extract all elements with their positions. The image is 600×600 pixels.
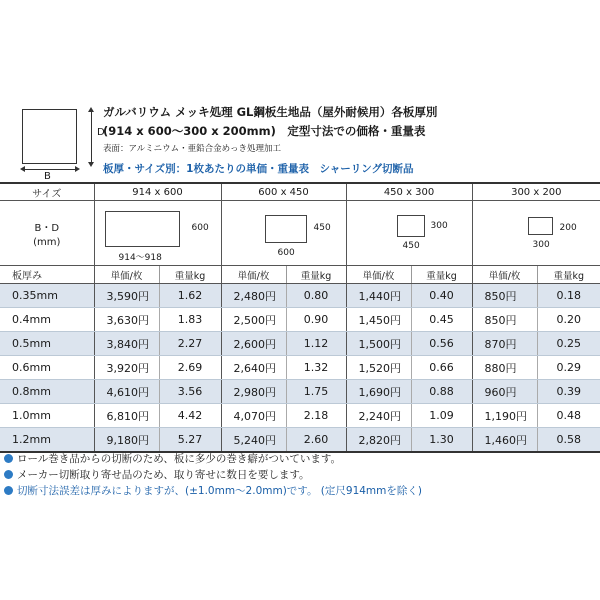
note-item	[4, 466, 422, 482]
weight-cell: 0.88	[411, 380, 472, 404]
price-cell: 5,240円	[221, 428, 286, 453]
weight-header: 重量kg	[286, 266, 346, 284]
price-cell: 1,460円	[472, 428, 537, 453]
price-cell: 880円	[472, 356, 537, 380]
weight-cell: 1.75	[286, 380, 346, 404]
arrow-up-icon	[88, 107, 94, 112]
bd-cell-450x300	[346, 201, 472, 266]
bd-label-cell	[0, 201, 94, 266]
price-cell: 1,690円	[346, 380, 411, 404]
weight-cell: 0.66	[411, 356, 472, 380]
price-cell: 1,440円	[346, 284, 411, 308]
weight-cell: 0.48	[537, 404, 600, 428]
thickness-cell: 0.8mm	[0, 380, 94, 404]
weight-cell: 0.18	[537, 284, 600, 308]
thickness-cell: 1.2mm	[0, 428, 94, 453]
bd-cell-600x450	[221, 201, 346, 266]
b-dimension-line	[22, 169, 77, 170]
weight-cell: 0.40	[411, 284, 472, 308]
weight-cell: 0.39	[537, 380, 600, 404]
price-cell: 2,820円	[346, 428, 411, 453]
price-cell: 1,500円	[346, 332, 411, 356]
note-text: 切断寸法誤差は厚みによりますが、(±1.0mm〜2.0mm)です。 (定尺914mmを除く)	[17, 484, 422, 497]
b-value-914x600: 914〜918	[118, 253, 162, 263]
arrow-down-icon	[88, 162, 94, 167]
thickness-header: 板厚み	[0, 266, 94, 284]
table-row	[0, 332, 600, 356]
size-box-300x200	[528, 217, 553, 235]
table-body	[0, 284, 600, 453]
b-value-450x300: 450	[402, 241, 420, 251]
bd-cell-914x600	[94, 201, 221, 266]
price-cell: 2,600円	[221, 332, 286, 356]
bullet-icon	[4, 486, 13, 495]
weight-cell: 0.25	[537, 332, 600, 356]
size-300x200: 300 x 200	[472, 183, 600, 201]
note-item	[4, 450, 422, 466]
price-cell: 870円	[472, 332, 537, 356]
size-label: サイズ	[0, 183, 94, 201]
weight-header: 重量kg	[411, 266, 472, 284]
note-item	[4, 482, 422, 498]
thickness-cell: 1.0mm	[0, 404, 94, 428]
price-cell: 960円	[472, 380, 537, 404]
price-cell: 1,450円	[346, 308, 411, 332]
note-text: メーカー切断取り寄せ品のため、取り寄せに数日を要します。	[17, 468, 310, 481]
price-cell: 850円	[472, 308, 537, 332]
weight-cell: 4.42	[159, 404, 221, 428]
size-600x450: 600 x 450	[221, 183, 346, 201]
thickness-cell: 0.35mm	[0, 284, 94, 308]
bd-cell-300x200	[472, 201, 600, 266]
price-cell: 3,590円	[94, 284, 159, 308]
bullet-icon	[4, 470, 13, 479]
weight-cell: 2.69	[159, 356, 221, 380]
bd-unit: (mm)	[33, 236, 61, 248]
weight-cell: 0.58	[537, 428, 600, 453]
price-cell: 2,480円	[221, 284, 286, 308]
price-cell: 3,840円	[94, 332, 159, 356]
dimension-diagram	[20, 107, 105, 182]
bd-diagram-row	[0, 201, 600, 266]
price-cell: 9,180円	[94, 428, 159, 453]
column-header-row	[0, 266, 600, 284]
b-value-600x450: 600	[277, 248, 295, 258]
table-row	[0, 308, 600, 332]
weight-cell: 2.18	[286, 404, 346, 428]
weight-cell: 0.80	[286, 284, 346, 308]
d-label: D	[97, 127, 105, 138]
thickness-cell: 0.5mm	[0, 332, 94, 356]
table-row	[0, 380, 600, 404]
b-label: B	[44, 171, 51, 182]
d-value-300x200: 200	[559, 223, 577, 233]
table-row	[0, 404, 600, 428]
weight-header: 重量kg	[159, 266, 221, 284]
size-box-914x600	[105, 211, 180, 247]
arrow-left-icon	[20, 166, 25, 172]
notes-list	[4, 450, 422, 498]
bd-label: B・D	[34, 222, 60, 234]
plate-square	[22, 109, 77, 164]
price-cell: 4,070円	[221, 404, 286, 428]
weight-cell: 5.27	[159, 428, 221, 453]
price-cell: 6,810円	[94, 404, 159, 428]
weight-cell: 0.90	[286, 308, 346, 332]
table-caption: 板厚・サイズ別：1枚あたりの単価・重量表 シャーリング切断品	[103, 163, 414, 175]
weight-cell: 3.56	[159, 380, 221, 404]
weight-cell: 0.56	[411, 332, 472, 356]
bullet-icon	[4, 454, 13, 463]
table-row	[0, 284, 600, 308]
d-dimension-line	[91, 109, 92, 164]
weight-cell: 0.29	[537, 356, 600, 380]
weight-header: 重量kg	[537, 266, 600, 284]
price-cell: 1,520円	[346, 356, 411, 380]
price-header: 単価/枚	[472, 266, 537, 284]
price-cell: 2,240円	[346, 404, 411, 428]
arrow-right-icon	[75, 166, 80, 172]
weight-cell: 0.45	[411, 308, 472, 332]
thickness-cell: 0.6mm	[0, 356, 94, 380]
weight-cell: 1.09	[411, 404, 472, 428]
price-cell: 3,920円	[94, 356, 159, 380]
price-cell: 2,640円	[221, 356, 286, 380]
weight-cell: 0.20	[537, 308, 600, 332]
size-header-row	[0, 183, 600, 201]
d-value-600x450: 450	[313, 223, 331, 233]
weight-cell: 1.32	[286, 356, 346, 380]
table-row	[0, 356, 600, 380]
table-row	[0, 428, 600, 453]
size-box-600x450	[265, 215, 307, 243]
weight-cell: 2.27	[159, 332, 221, 356]
weight-cell: 1.30	[411, 428, 472, 453]
size-box-450x300	[397, 215, 425, 237]
title-line-1: ガルバリウム メッキ処理 GL鋼板生地品（屋外耐候用）各板厚別	[103, 105, 438, 119]
weight-cell: 1.62	[159, 284, 221, 308]
price-weight-table	[0, 182, 600, 453]
d-value-450x300: 300	[430, 221, 448, 231]
weight-cell: 1.83	[159, 308, 221, 332]
title-line-2: (914 x 600〜300 x 200mm) 定型寸法での価格・重量表	[103, 124, 426, 138]
price-header: 単価/枚	[221, 266, 286, 284]
weight-cell: 2.60	[286, 428, 346, 453]
price-cell: 1,190円	[472, 404, 537, 428]
price-cell: 850円	[472, 284, 537, 308]
price-header: 単価/枚	[346, 266, 411, 284]
b-value-300x200: 300	[532, 240, 550, 250]
price-cell: 3,630円	[94, 308, 159, 332]
price-header: 単価/枚	[94, 266, 159, 284]
subtitle: 表面：アルミニウム・亜鉛合金めっき処理加工	[103, 144, 281, 154]
d-value-914x600: 600	[191, 223, 209, 233]
price-cell: 2,980円	[221, 380, 286, 404]
thickness-cell: 0.4mm	[0, 308, 94, 332]
price-cell: 4,610円	[94, 380, 159, 404]
note-text: ロール巻き品からの切断のため、板に多少の巻き癖がついています。	[17, 452, 342, 465]
price-cell: 2,500円	[221, 308, 286, 332]
size-450x300: 450 x 300	[346, 183, 472, 201]
size-914x600: 914 x 600	[94, 183, 221, 201]
weight-cell: 1.12	[286, 332, 346, 356]
